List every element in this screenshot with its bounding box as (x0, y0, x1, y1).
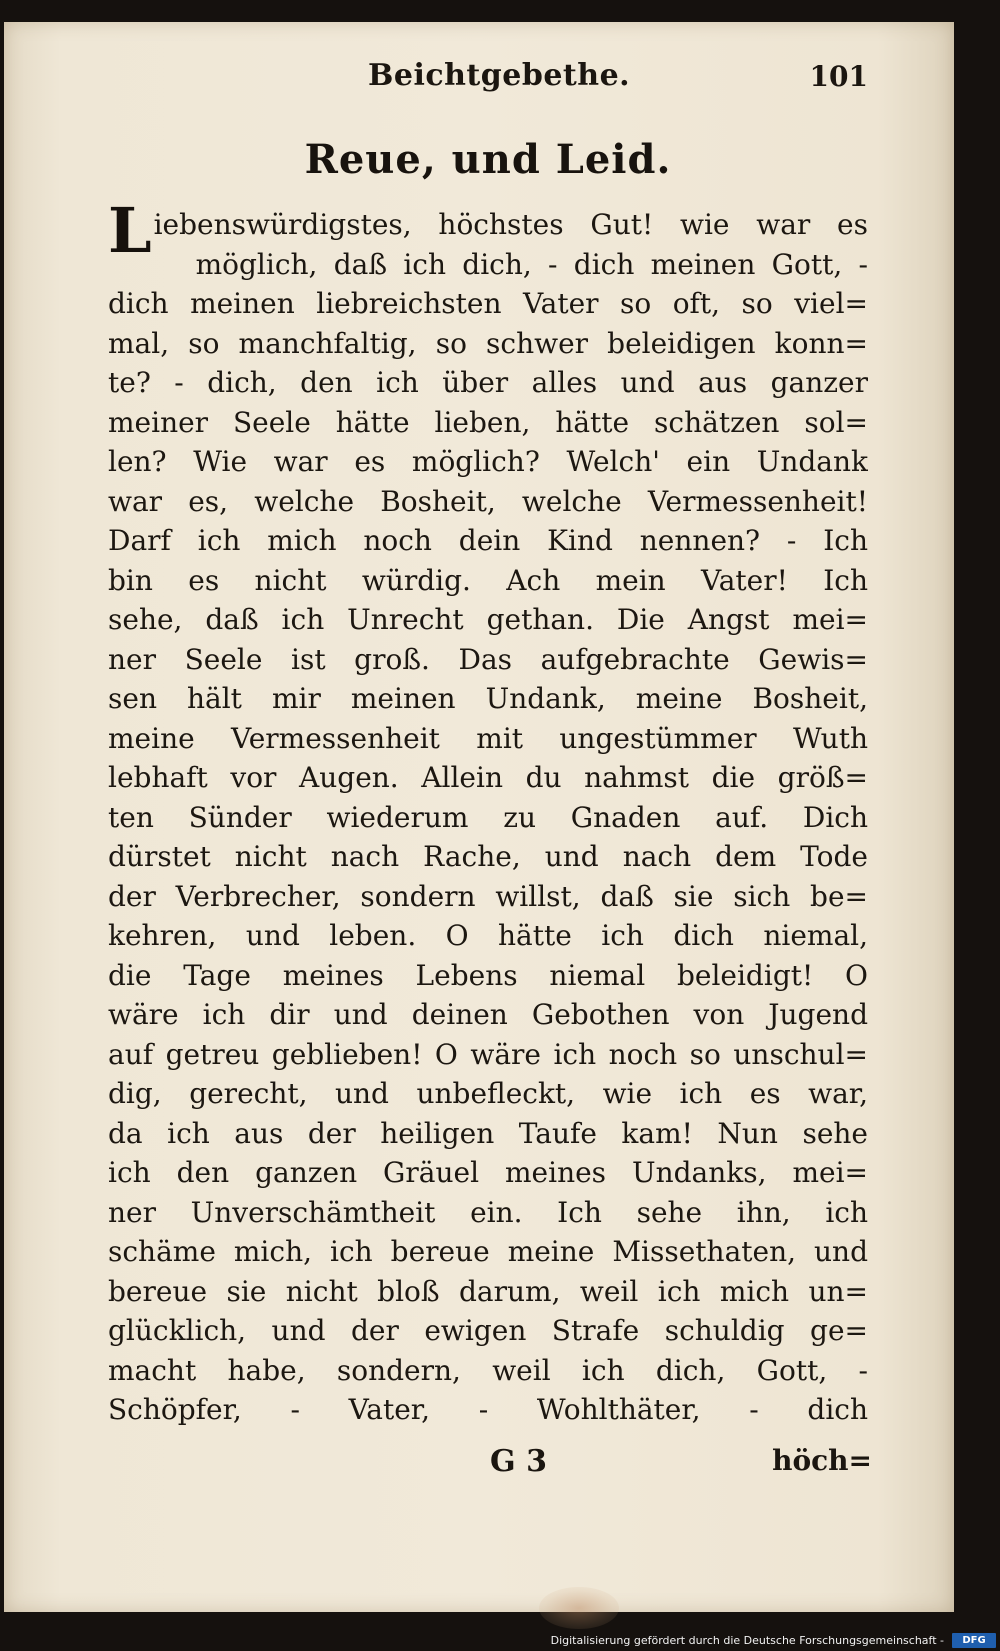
text-line: dig, gerecht, und unbefleckt, wie ich es war, (108, 1077, 868, 1110)
text-line: te? - dich, den ich über alles und aus ganzer (108, 366, 868, 399)
text-line: len? Wie war es möglich? Welch' ein Undank (108, 445, 868, 478)
page-number: 101 (809, 60, 868, 93)
text-line: dürstet nicht nach Rache, und nach dem Tode (108, 840, 868, 873)
text-line: iebenswürdigstes, höchstes Gut! wie war es (153, 208, 868, 241)
text-line: mal, so manchfaltig, so schwer beleidigen konn= (108, 326, 868, 360)
text-line: wäre ich dir und deinen Gebothen von Jugend (108, 998, 868, 1031)
drop-initial: L (108, 194, 152, 267)
text-line: meine Vermessenheit mit ungestümmer Wuth (108, 721, 868, 755)
section-title: Reue, und Leid. (304, 136, 672, 183)
running-title: Beichtgebethe. (368, 58, 631, 93)
text-line: lebhaft vor Augen. Allein du nahmst die größ= (108, 761, 868, 794)
digitization-credit: Digitalisierung gefördert durch die Deutsche Forschungsgemeinschaft - (550, 1634, 944, 1647)
text-line: sehe, daß ich Unrecht gethan. Die Angst mei= (108, 603, 868, 636)
catchword: höch= (772, 1444, 872, 1477)
text-line: meiner Seele hätte lieben, hätte schätzen sol= (108, 405, 868, 439)
text-line: sen hält mir meinen Undank, meine Bosheit, (108, 682, 868, 715)
text-line: bereue sie nicht bloß darum, weil ich mich un= (108, 1274, 868, 1308)
text-line: die Tage meines Lebens niemal beleidigt! O (108, 958, 868, 992)
text-line: war es, welche Bosheit, welche Vermessenheit! (108, 484, 868, 518)
paper-stain (539, 1587, 619, 1629)
text-line: möglich, daß ich dich, - dich meinen Gott, - (195, 247, 868, 281)
body-text (108, 194, 868, 1430)
text-line: ich den ganzen Gräuel meines Undanks, mei= (108, 1156, 868, 1189)
text-line: dich meinen liebreichsten Vater so oft, so viel= (108, 287, 868, 320)
running-head (108, 58, 868, 104)
text-line: schäme mich, ich bereue meine Missethaten, und (108, 1235, 868, 1268)
signature-mark: G 3 (490, 1444, 547, 1479)
text-line: ten Sünder wiederum zu Gnaden auf. Dich (108, 800, 868, 834)
dfg-logo: DFG (952, 1633, 996, 1648)
text-line: der Verbrecher, sondern willst, daß sie sich be= (108, 879, 868, 913)
text-line: auf getreu geblieben! O wäre ich noch so unschul= (108, 1037, 868, 1071)
text-line: macht habe, sondern, weil ich dich, Gott, - (108, 1353, 868, 1387)
text-line: ner Seele ist groß. Das aufgebrachte Gewis= (108, 642, 868, 676)
text-line: kehren, und leben. O hätte ich dich niemal, (108, 919, 868, 952)
text-line: Darf ich mich noch dein Kind nennen? - Ich (108, 524, 868, 557)
text-line: da ich aus der heiligen Taufe kam! Nun sehe (108, 1116, 868, 1150)
text-line: bin es nicht würdig. Ach mein Vater! Ich (108, 563, 868, 597)
text-line: ner Unverschämtheit ein. Ich sehe ihn, ich (108, 1195, 868, 1229)
text-line: glücklich, und der ewigen Strafe schuldig ge= (108, 1314, 868, 1347)
text-line: Schöpfer, - Vater, - Wohlthäter, - dich (108, 1393, 868, 1426)
